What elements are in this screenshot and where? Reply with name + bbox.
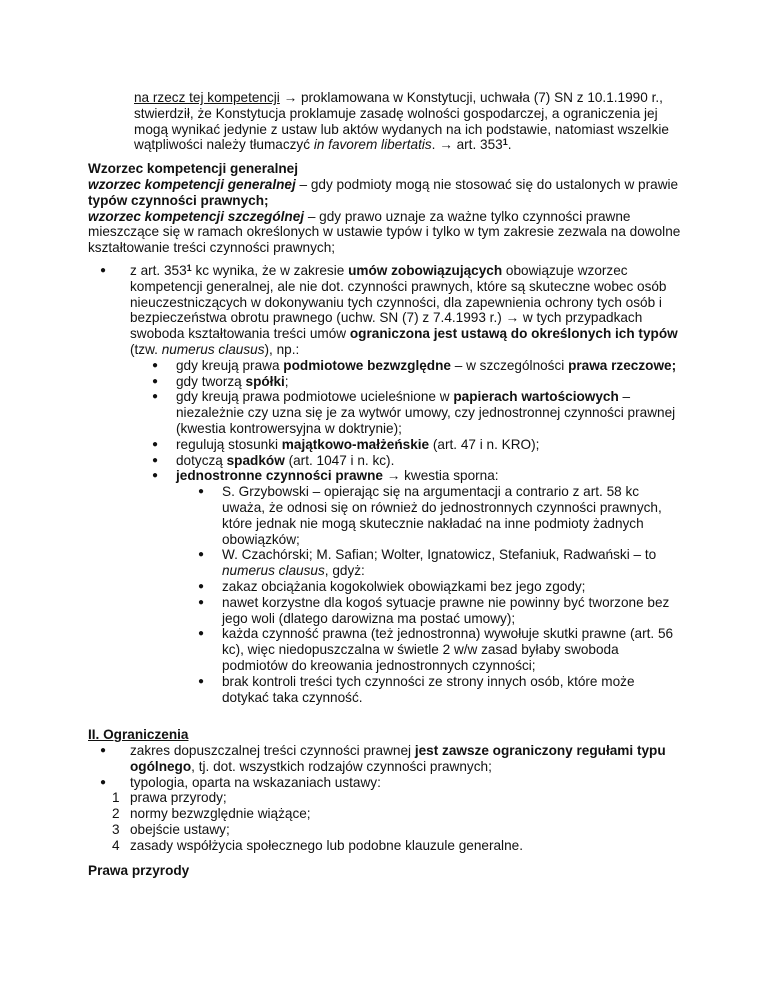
- sub2-b: spółki: [245, 373, 285, 389]
- list-item: [130, 437, 678, 453]
- list-item: [130, 453, 678, 469]
- list-item: ● zakaz obciążania kogokolwiek obowiązkami bez jego zgody;: [176, 579, 678, 595]
- item-text: obejście ustawy;: [130, 821, 230, 837]
- definitions-paragraph: [88, 177, 688, 256]
- list-item: ● każda czynność prawna (też jednostronna) wywołuje skutki prawne (art. 56 kc), więc niedopuszczalna w świetle 2 w/w zasad byłaby swoboda podmiotów do kreowania jednostronnych czynności;: [176, 626, 678, 673]
- list-item: ● brak kontroli treści tych czynności ze strony innych osób, które może dotykać taka czynność.: [176, 674, 678, 706]
- list-item: [88, 743, 688, 775]
- section-heading-wzorzec: Wzorzec kompetencji generalnej: [88, 161, 299, 176]
- item-number: 3: [112, 821, 120, 837]
- item-text: normy bezwzględnie wiążące;: [130, 806, 311, 822]
- item-number: 2: [112, 806, 120, 822]
- list-item: ● typologia, oparta na wskazaniach ustawy:: [88, 775, 688, 791]
- list-item: [130, 374, 678, 390]
- sub2-c: ;: [284, 373, 289, 389]
- ogr-b1-b: jest zawsze ograniczony regułami typu ogólnego: [130, 743, 666, 774]
- sub5-b: spadków: [226, 452, 285, 468]
- list-item: [130, 358, 678, 374]
- item-text: prawa przyrody;: [130, 790, 227, 806]
- main-text-2: kc wynika, że w zakresie: [191, 263, 349, 278]
- main-bold-2: ograniczona jest ustawą do określonych ich typów: [349, 326, 678, 342]
- ogr-b1-c: , tj. dot. wszystkich rodzajów czynności prawnych;: [191, 758, 492, 774]
- sub3-a: gdy kreują prawa podmiotowe ucieleśnione w: [176, 389, 454, 405]
- sub6-a: jednostronne czynności prawne: [176, 468, 383, 484]
- main-text-5: ), np.:: [264, 341, 300, 357]
- intro-italic: in favorem libertatis: [313, 137, 432, 153]
- list-item: [88, 790, 688, 806]
- list-item: [130, 389, 678, 436]
- main-text-4: (tzw.: [130, 341, 162, 357]
- def1-bold: typów czynności prawnych;: [88, 192, 269, 208]
- sub3-c: – niezależnie czy uzna się je za wytwór umowy, czy jednostronnej czynności prawnej (kwestia kontrowersyjna w doktrynie);: [176, 389, 676, 436]
- intro-end: .: [507, 137, 512, 153]
- list-item: [130, 468, 678, 705]
- sub5-c: (art. 1047 i n. kc).: [284, 452, 395, 468]
- list-item: ● S. Grzybowski – opierając się na argumentacji a contrario z art. 58 kc uważa, że odnosi się on również do jednostronnych czynności prawnych, które jednak nie mogą skutecznie nakładać na inne podmioty żadnych obowiązków;: [176, 484, 678, 547]
- sub1-b: podmiotowe bezwzględne: [283, 357, 451, 373]
- sub4-c: (art. 47 i n. KRO);: [429, 436, 540, 452]
- sub5-a: dotyczą: [176, 452, 227, 468]
- main-bold-1: umów zobowiązujących: [348, 263, 503, 278]
- ogr-b1-a: zakres dopuszczalnej treści czynności prawnej: [130, 743, 415, 758]
- sub1-a: gdy kreują prawa: [176, 357, 284, 373]
- sub6-b: → kwestia sporna:: [382, 468, 499, 484]
- sub1-c: – w szczególności: [450, 357, 569, 373]
- list-item: [88, 838, 688, 854]
- subsub2-a: W. Czachórski; M. Safian; Wolter, Ignatowicz, Stefaniuk, Radwański – to: [222, 547, 657, 563]
- sub-list: [130, 358, 678, 706]
- def1-term: wzorzec kompetencji generalnej: [88, 177, 296, 192]
- intro-text: → proklamowana w Konstytucji, uchwała (7) SN z 10.1.1990 r., stwierdził, że Konstytucja proklamuje zasadę wolności gospodarczej, a ograniczenia jej mogą wynikać jedynie z ustaw lub aktów wydanych na ich podstawie, natomiast wszelkie wątpliwości należy tłumaczyć: [134, 90, 669, 153]
- main-italic: numerus clausus: [161, 341, 265, 357]
- item-number: 1: [112, 790, 120, 806]
- subsub2-italic: numerus clausus: [222, 563, 325, 579]
- sub4-a: regulują stosunki: [176, 436, 282, 452]
- intro-sup: 1: [502, 137, 508, 148]
- subsub-list: [176, 484, 678, 705]
- sub4-b: majątkowo-małżeńskie: [281, 436, 430, 452]
- main-list: [88, 263, 678, 705]
- def1-text: – gdy podmioty mogą nie stosować się do ustalonych w prawie: [295, 177, 679, 192]
- section-heading-ograniczenia: II. Ograniczenia: [88, 727, 189, 742]
- list-item: ● nawet korzystne dla kogoś sytuacje prawne nie powinny być tworzone bez jego woli (dlatego darowizna ma postać umowy);: [176, 595, 678, 627]
- intro-tail: . → art. 353: [431, 137, 503, 153]
- subsub2-b: , gdyż:: [324, 563, 365, 579]
- ograniczenia-list: [88, 743, 688, 854]
- list-item: [88, 806, 688, 822]
- main-text-1: z art. 353: [130, 263, 187, 278]
- list-item: [88, 263, 678, 705]
- def2-text: – gdy prawo uznaje za ważne tylko czynności prawne mieszczące się w ramach określonych w ustawie typów i tylko w tym zakresie zezwala na dowolne kształtowanie treści czynności prawnych;: [88, 208, 681, 256]
- intro-link-text: na rzecz tej kompetencji: [134, 90, 280, 105]
- list-item: [88, 822, 688, 838]
- main-text-3: obowiązuje wzorzec kompetencji generalnej, ale nie dot. czynności prawnych, które są skuteczne wobec osób nieuczestniczących w dokonywaniu tych czynności, dla zapewnienia ochrony tych osób i bezpieczeństwa obrotu prawnego (uchw. SN (7) z 7.4.1993 r.) → w tych przypadkach swoboda kształtowania treści umów: [130, 263, 667, 342]
- main-sup: 1: [186, 263, 192, 273]
- sub1-d: prawa rzeczowe;: [568, 357, 677, 373]
- list-item: [176, 547, 678, 579]
- sub2-a: gdy tworzą: [176, 373, 246, 389]
- def2-term: wzorzec kompetencji szczególnej: [88, 208, 305, 224]
- item-number: 4: [112, 837, 120, 853]
- sub3-b: papierach wartościowych: [453, 389, 619, 405]
- intro-paragraph: [134, 90, 674, 153]
- section-heading-prawa-przyrody: Prawa przyrody: [88, 863, 190, 878]
- item-text: zasady współżycia społecznego lub podobne klauzule generalne.: [130, 837, 523, 853]
